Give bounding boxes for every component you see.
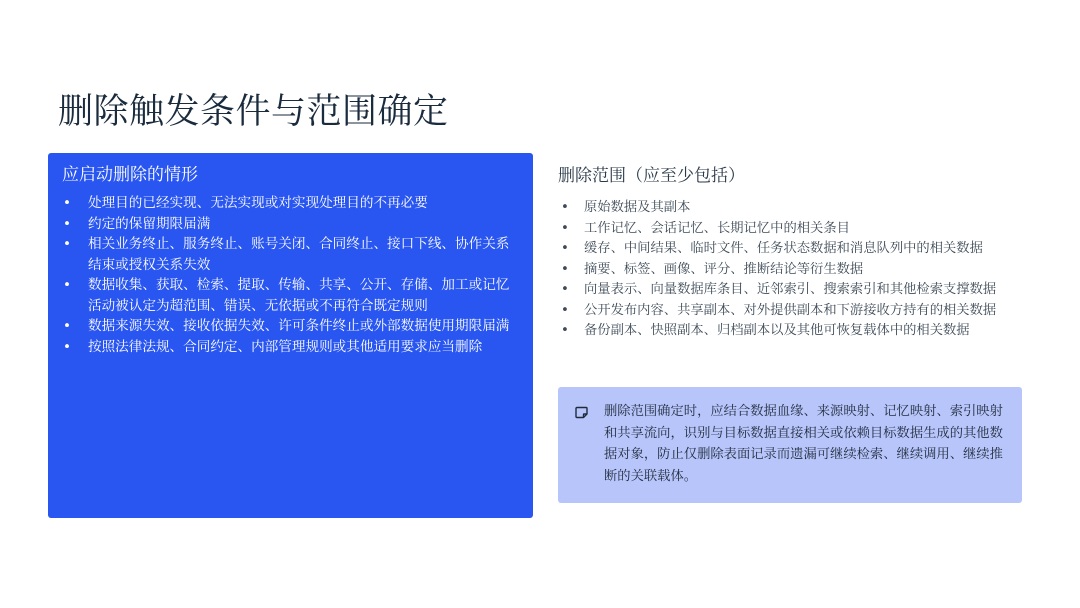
list-item: • 原始数据及其副本 (558, 198, 1038, 219)
list-item: • 约定的保留期限届满 (62, 214, 521, 235)
list-item: • 相关业务终止、服务终止、账号关闭、合同终止、接口下线、协作关系结束或授权关系失效 (62, 234, 521, 275)
section-heading: 删除范围（应至少包括） (558, 166, 745, 186)
list-item: • 向量表示、向量数据库条目、近邻索引、搜索索引和其他检索支撑数据 (558, 280, 1038, 301)
note-icon (575, 406, 588, 419)
list-item: • 按照法律法规、合同约定、内部管理规则或其他适用要求应当删除 (62, 337, 521, 358)
list-item: • 工作记忆、会话记忆、长期记忆中的相关条目 (558, 219, 1038, 240)
list-item: • 数据来源失效、接收依据失效、许可条件终止或外部数据使用期限届满 (62, 316, 521, 337)
list-item: • 公开发布内容、共享副本、对外提供副本和下游接收方持有的相关数据 (558, 301, 1038, 322)
card-heading: 应启动删除的情形 (62, 165, 198, 185)
list-item: • 处理目的已经实现、无法实现或对实现处理目的不再必要 (62, 193, 521, 214)
list-item: • 缓存、中间结果、临时文件、任务状态数据和消息队列中的相关数据 (558, 239, 1038, 260)
list-item: • 备份副本、快照副本、归档副本以及其他可恢复载体中的相关数据 (558, 321, 1038, 342)
list-item: • 数据收集、获取、检索、提取、传输、共享、公开、存储、加工或记忆活动被认定为超范围、错误、无依据或不再符合既定规则 (62, 275, 521, 316)
note-text: 删除范围确定时，应结合数据血缘、来源映射、记忆映射、索引映射和共享流向，识别与目标数据直接相关或依赖目标数据生成的其他数据对象，防止仅删除表面记录而遗漏可继续检索、继续调用、继续推断的关联载体。 (604, 404, 1003, 484)
deletion-triggers-card (48, 153, 533, 518)
scope-list (558, 198, 1038, 342)
note-callout (558, 387, 1022, 503)
deletion-scope-section (558, 164, 1038, 342)
list-item: • 摘要、标签、画像、评分、推断结论等衍生数据 (558, 260, 1038, 281)
trigger-list (62, 193, 521, 357)
slide-title: 删除触发条件与范围确定 (58, 92, 449, 132)
